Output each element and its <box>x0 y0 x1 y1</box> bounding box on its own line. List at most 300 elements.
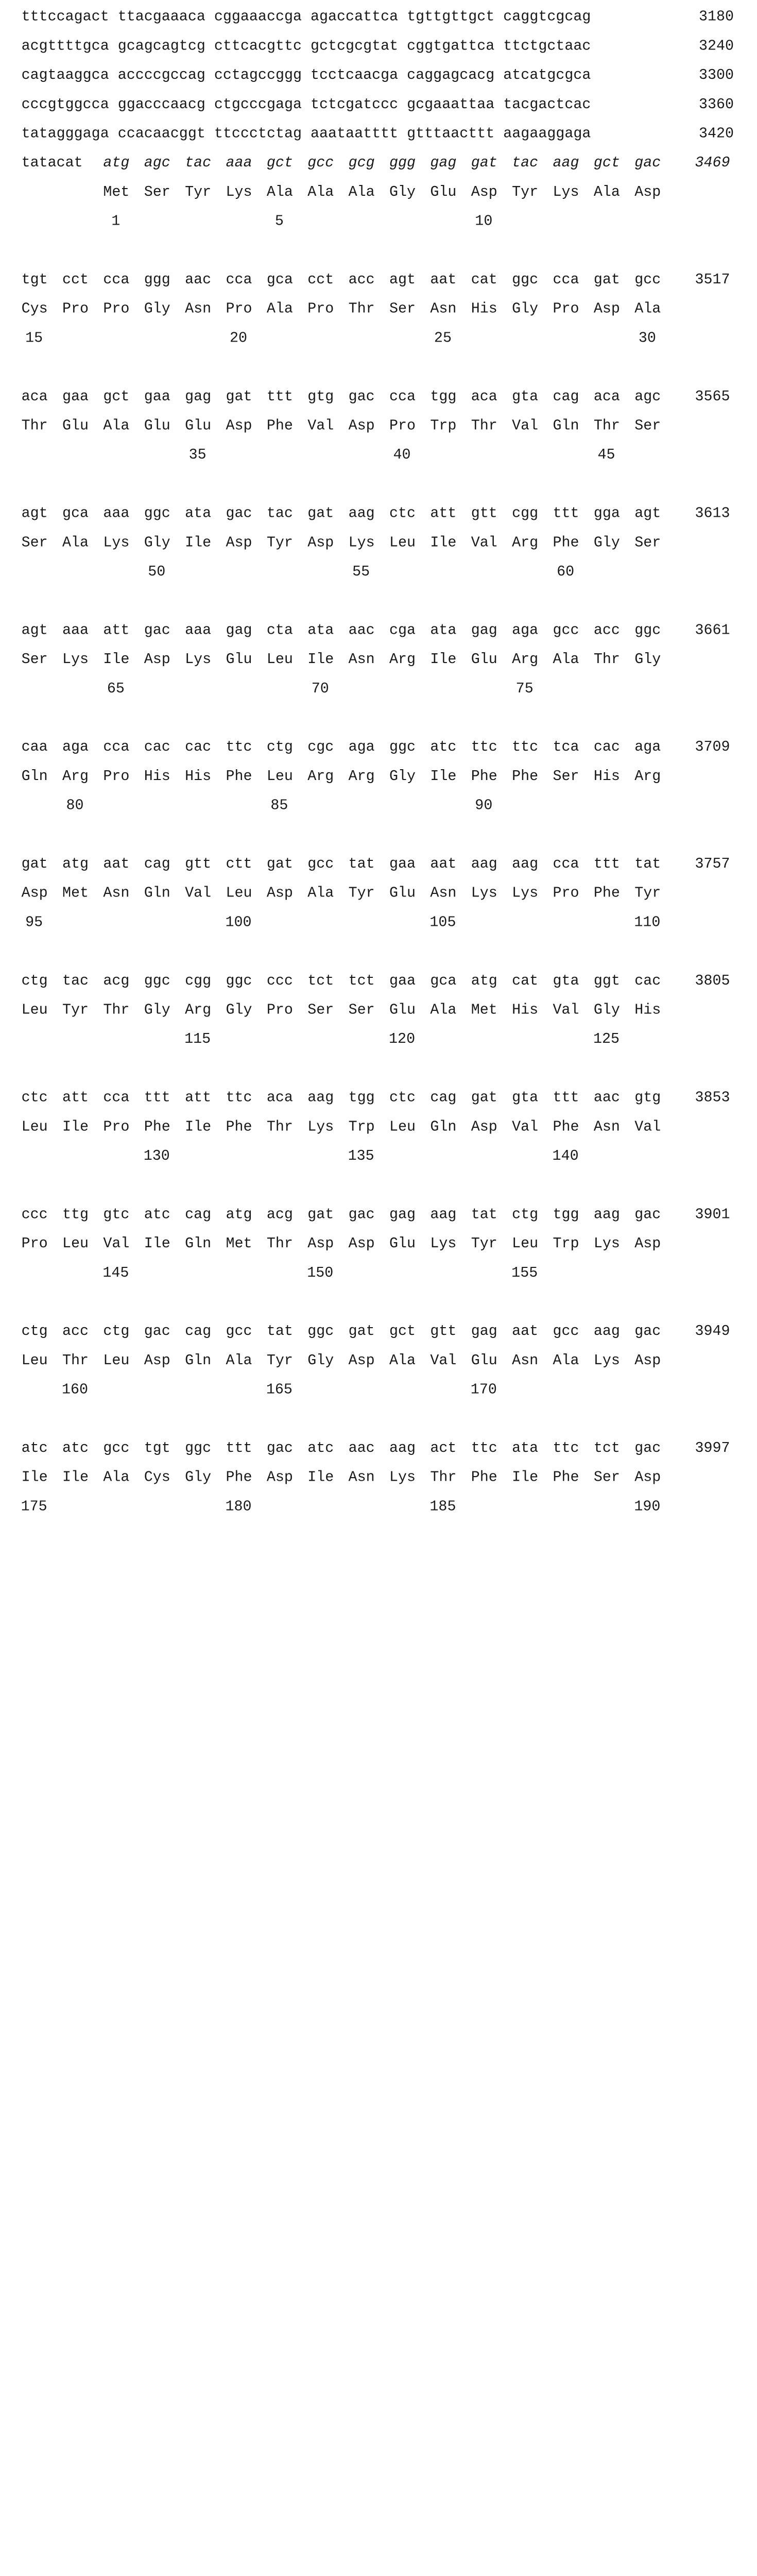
codon: acc <box>593 622 620 639</box>
codon: att <box>430 505 457 522</box>
codon: gag <box>185 388 212 405</box>
amino-acid: Gly <box>185 1469 212 1486</box>
residue-position: 35 <box>188 447 207 464</box>
codon: ctg <box>21 973 48 990</box>
amino-acid: Ser <box>307 1002 334 1019</box>
codon: gac <box>634 155 661 172</box>
amino-acid: Gly <box>634 651 661 668</box>
amino-acid: Arg <box>389 651 416 668</box>
amino-acid: Val <box>512 1118 539 1136</box>
residue-position: 10 <box>475 213 493 230</box>
amino-acid: Trp <box>348 1118 375 1136</box>
codon: aaa <box>185 622 212 639</box>
amino-acid: Gln <box>430 1118 457 1136</box>
codon: gcg <box>348 155 375 172</box>
amino-acid: Phe <box>144 1118 170 1136</box>
amino-acid: Leu <box>389 1118 416 1136</box>
codon: gaa <box>62 388 89 405</box>
amino-acid: Val <box>103 1235 130 1252</box>
codon: gac <box>144 1323 170 1340</box>
amino-acid: Pro <box>21 1235 48 1252</box>
codon: ctg <box>21 1323 48 1340</box>
amino-acid: Phe <box>553 534 579 551</box>
codon: ttt <box>266 388 293 405</box>
residue-position: 130 <box>143 1148 170 1165</box>
codon: atc <box>430 739 457 756</box>
codon: atg <box>226 1206 252 1223</box>
residue-position: 30 <box>638 330 656 347</box>
codon: cct <box>307 272 334 289</box>
nucleotide-position-number: 3517 <box>695 272 730 289</box>
codon: ggc <box>144 973 170 990</box>
residue-position: 190 <box>634 1498 661 1515</box>
amino-acid: Gly <box>389 184 416 201</box>
codon: ttc <box>471 1440 497 1457</box>
codon: ctg <box>266 739 293 756</box>
codon: tac <box>512 155 539 172</box>
codon: ggc <box>144 505 170 522</box>
amino-acid: Asp <box>471 184 497 201</box>
codon: aaa <box>62 622 89 639</box>
nucleotide-sequence: tttccagact ttacgaaaca cggaaaccga agaccattca tgttgttgct caggtcgcag <box>21 9 591 26</box>
codon: gag <box>430 155 457 172</box>
amino-acid: Lys <box>348 534 375 551</box>
amino-acid: Leu <box>266 651 293 668</box>
codon: acg <box>103 973 130 990</box>
codon: ccc <box>21 1206 48 1223</box>
codon: ggc <box>634 622 661 639</box>
amino-acid: Gly <box>226 1002 252 1019</box>
codon: aat <box>512 1323 539 1340</box>
codon: ctg <box>512 1206 539 1223</box>
residue-position: 170 <box>470 1381 497 1399</box>
codon: ttc <box>553 1440 579 1457</box>
codon: tgt <box>144 1440 170 1457</box>
amino-acid: Met <box>226 1235 252 1252</box>
amino-acid: Ala <box>593 184 620 201</box>
residue-position: 90 <box>475 797 493 815</box>
amino-acid: Asp <box>348 1235 375 1252</box>
amino-acid: Pro <box>103 301 130 318</box>
amino-acid: Asp <box>471 1118 497 1136</box>
codon: aac <box>348 622 375 639</box>
codon: atc <box>307 1440 334 1457</box>
codon: aaa <box>226 155 252 172</box>
amino-acid: Asp <box>266 885 293 902</box>
amino-acid: Ala <box>307 184 334 201</box>
codon: gag <box>389 1206 416 1223</box>
codon: acc <box>62 1323 89 1340</box>
codon: aga <box>634 739 661 756</box>
amino-acid: Pro <box>103 1118 130 1136</box>
amino-acid: Asn <box>348 1469 375 1486</box>
nucleotide-position-number: 3661 <box>695 622 730 639</box>
residue-position: 185 <box>429 1498 456 1515</box>
codon: gta <box>553 973 579 990</box>
codon: tct <box>307 973 334 990</box>
nucleotide-line <box>22 126 742 142</box>
codon: gac <box>144 622 170 639</box>
amino-acid: Lys <box>593 1352 620 1369</box>
codon: cac <box>593 739 620 756</box>
codon: gtc <box>103 1206 130 1223</box>
codon: cag <box>144 856 170 873</box>
residue-position: 175 <box>21 1498 47 1515</box>
codon: cca <box>553 856 579 873</box>
amino-acid: Ala <box>389 1352 416 1369</box>
amino-acid: Leu <box>21 1352 48 1369</box>
codon: tac <box>266 505 293 522</box>
amino-acid: Ala <box>634 301 661 318</box>
residue-position: 160 <box>62 1381 89 1399</box>
amino-acid: Thr <box>21 417 48 434</box>
nucleotide-line <box>22 9 742 25</box>
codon: gtt <box>471 505 497 522</box>
residue-position: 100 <box>225 914 252 931</box>
line-number: 3180 <box>699 9 734 26</box>
codon: tgt <box>21 272 48 289</box>
codon: ccc <box>266 973 293 990</box>
codon: gag <box>226 622 252 639</box>
codon: aca <box>593 388 620 405</box>
amino-acid: Gln <box>553 417 579 434</box>
amino-acid: Asp <box>307 534 334 551</box>
amino-acid: Thr <box>593 417 620 434</box>
amino-acid: Trp <box>430 417 457 434</box>
amino-acid: Ser <box>553 768 579 785</box>
nucleotide-position-number: 3853 <box>695 1089 730 1107</box>
codon: gcc <box>226 1323 252 1340</box>
codon: gcc <box>634 272 661 289</box>
codon: aag <box>389 1440 416 1457</box>
codon: agc <box>144 155 170 172</box>
amino-acid: Lys <box>62 651 89 668</box>
nucleotide-position-number: 3565 <box>695 388 730 405</box>
codon: aat <box>103 856 130 873</box>
nucleotide-position-number: 3805 <box>695 973 730 990</box>
residue-position: 110 <box>634 914 661 931</box>
codon: cct <box>62 272 89 289</box>
codon: ttt <box>226 1440 252 1457</box>
codon: aag <box>593 1206 620 1223</box>
amino-acid: Ala <box>307 885 334 902</box>
codon: atg <box>62 856 89 873</box>
amino-acid: Phe <box>553 1469 579 1486</box>
codon: gat <box>21 856 48 873</box>
codon: cta <box>266 622 293 639</box>
codon: gat <box>266 856 293 873</box>
codon: atc <box>21 1440 48 1457</box>
nucleotide-position-number: 3949 <box>695 1323 730 1340</box>
amino-acid: Asp <box>226 417 252 434</box>
line-number: 3360 <box>699 96 734 113</box>
residue-position: 105 <box>429 914 456 931</box>
amino-acid: His <box>471 301 497 318</box>
amino-acid: Asp <box>348 417 375 434</box>
nucleotide-position-number: 3997 <box>695 1440 730 1457</box>
amino-acid: Thr <box>266 1118 293 1136</box>
amino-acid: Val <box>634 1118 661 1136</box>
codon: att <box>185 1089 212 1107</box>
codon: agt <box>389 272 416 289</box>
amino-acid: Phe <box>512 768 539 785</box>
codon: gac <box>634 1323 661 1340</box>
codon: ttc <box>512 739 539 756</box>
residue-position: 1 <box>111 213 121 230</box>
codon: gat <box>593 272 620 289</box>
amino-acid: His <box>634 1002 661 1019</box>
amino-acid: Arg <box>634 768 661 785</box>
amino-acid: Met <box>471 1002 497 1019</box>
codon: cca <box>103 272 130 289</box>
codon: gca <box>62 505 89 522</box>
amino-acid: Tyr <box>62 1002 89 1019</box>
codon: aag <box>348 505 375 522</box>
codon: ttg <box>62 1206 89 1223</box>
codon: ggt <box>593 973 620 990</box>
amino-acid: Ile <box>430 768 457 785</box>
amino-acid: Pro <box>389 417 416 434</box>
amino-acid: Pro <box>62 301 89 318</box>
codon: gat <box>307 1206 334 1223</box>
amino-acid: Asn <box>430 885 457 902</box>
codon: ggg <box>144 272 170 289</box>
amino-acid: Leu <box>266 768 293 785</box>
codon: cag <box>553 388 579 405</box>
codon: aat <box>430 856 457 873</box>
residue-position: 125 <box>593 1031 620 1048</box>
codon: act <box>430 1440 457 1457</box>
codon: gac <box>348 1206 375 1223</box>
codon: gca <box>430 973 457 990</box>
codon: cac <box>144 739 170 756</box>
residue-position: 115 <box>184 1031 211 1048</box>
amino-acid: Ala <box>430 1002 457 1019</box>
nucleotide-position-number: 3613 <box>695 505 730 522</box>
amino-acid: Asn <box>103 885 130 902</box>
amino-acid: Glu <box>185 417 212 434</box>
codon: gag <box>471 1323 497 1340</box>
codon: gct <box>593 155 620 172</box>
nucleotide-line <box>22 38 742 55</box>
codon: ctc <box>21 1089 48 1107</box>
codon: tat <box>471 1206 497 1223</box>
codon: gct <box>389 1323 416 1340</box>
codon: gtg <box>634 1089 661 1107</box>
amino-acid: Ile <box>185 1118 212 1136</box>
amino-acid: Asn <box>348 651 375 668</box>
amino-acid: Ser <box>593 1469 620 1486</box>
amino-acid: Glu <box>226 651 252 668</box>
amino-acid: Pro <box>266 1002 293 1019</box>
codon: atc <box>144 1206 170 1223</box>
codon: aag <box>471 856 497 873</box>
amino-acid: His <box>144 768 170 785</box>
amino-acid: Ala <box>103 1469 130 1486</box>
codon: gtt <box>430 1323 457 1340</box>
amino-acid: Lys <box>553 184 579 201</box>
amino-acid: Gly <box>144 1002 170 1019</box>
amino-acid: His <box>512 1002 539 1019</box>
codon: gtg <box>307 388 334 405</box>
codon: ttt <box>593 856 620 873</box>
residue-position: 45 <box>597 447 615 464</box>
nucleotide-prefix: tatacat <box>21 155 83 172</box>
amino-acid: Ile <box>21 1469 48 1486</box>
residue-position: 65 <box>107 681 125 698</box>
amino-acid: Lys <box>593 1235 620 1252</box>
nucleotide-line <box>22 96 742 113</box>
codon: gac <box>634 1440 661 1457</box>
amino-acid: His <box>593 768 620 785</box>
line-number: 3300 <box>699 67 734 84</box>
codon: tat <box>634 856 661 873</box>
amino-acid: Phe <box>226 1118 252 1136</box>
residue-position: 85 <box>270 797 288 815</box>
amino-acid: Tyr <box>266 1352 293 1369</box>
residue-position: 40 <box>393 447 411 464</box>
amino-acid: Thr <box>430 1469 457 1486</box>
codon: cat <box>471 272 497 289</box>
codon: aag <box>512 856 539 873</box>
codon: cca <box>103 739 130 756</box>
amino-acid: Ile <box>144 1235 170 1252</box>
codon: aag <box>593 1323 620 1340</box>
codon: gac <box>634 1206 661 1223</box>
amino-acid: Leu <box>389 534 416 551</box>
codon: gtt <box>185 856 212 873</box>
codon: cga <box>389 622 416 639</box>
codon: gct <box>103 388 130 405</box>
codon: aca <box>266 1089 293 1107</box>
amino-acid: Ile <box>62 1118 89 1136</box>
amino-acid: Ile <box>430 534 457 551</box>
codon: atc <box>62 1440 89 1457</box>
amino-acid: Thr <box>471 417 497 434</box>
nucleotide-position-number: 3469 <box>695 155 730 172</box>
amino-acid: Lys <box>307 1118 334 1136</box>
amino-acid: Arg <box>348 768 375 785</box>
codon: cca <box>226 272 252 289</box>
amino-acid: Tyr <box>634 885 661 902</box>
codon: gta <box>512 388 539 405</box>
codon: cgg <box>185 973 212 990</box>
amino-acid: Phe <box>226 1469 252 1486</box>
residue-position: 95 <box>25 914 43 931</box>
amino-acid: Ser <box>634 417 661 434</box>
codon: cca <box>553 272 579 289</box>
codon: ggc <box>512 272 539 289</box>
amino-acid: Asp <box>634 1469 661 1486</box>
amino-acid: Asp <box>226 534 252 551</box>
amino-acid: Gln <box>144 885 170 902</box>
amino-acid: Lys <box>185 651 212 668</box>
amino-acid: Cys <box>144 1469 170 1486</box>
amino-acid: Glu <box>389 885 416 902</box>
codon: att <box>62 1089 89 1107</box>
residue-position: 15 <box>25 330 43 347</box>
amino-acid: Tyr <box>471 1235 497 1252</box>
amino-acid: Phe <box>471 1469 497 1486</box>
codon: tgg <box>553 1206 579 1223</box>
amino-acid: Lys <box>389 1469 416 1486</box>
amino-acid: Asp <box>348 1352 375 1369</box>
nucleotide-sequence: cccgtggcca ggacccaacg ctgcccgaga tctcgatccc gcgaaattaa tacgactcac <box>21 96 591 113</box>
amino-acid: Ile <box>103 651 130 668</box>
residue-position: 25 <box>434 330 452 347</box>
amino-acid: Ile <box>307 1469 334 1486</box>
amino-acid: Asn <box>185 301 212 318</box>
codon: aga <box>512 622 539 639</box>
amino-acid: Ser <box>634 534 661 551</box>
codon: ata <box>185 505 212 522</box>
amino-acid: Phe <box>553 1118 579 1136</box>
codon: cgc <box>307 739 334 756</box>
amino-acid: Leu <box>512 1235 539 1252</box>
amino-acid: Asn <box>430 301 457 318</box>
amino-acid: Lys <box>471 885 497 902</box>
amino-acid: Ile <box>62 1469 89 1486</box>
amino-acid: Pro <box>553 885 579 902</box>
amino-acid: Ser <box>144 184 170 201</box>
amino-acid: Phe <box>471 768 497 785</box>
codon: att <box>103 622 130 639</box>
codon: gct <box>266 155 293 172</box>
codon: aga <box>348 739 375 756</box>
amino-acid: Ile <box>307 651 334 668</box>
residue-position: 120 <box>389 1031 416 1048</box>
amino-acid: Asp <box>634 1235 661 1252</box>
amino-acid: Ala <box>103 417 130 434</box>
codon: agt <box>634 505 661 522</box>
amino-acid: Asn <box>512 1352 539 1369</box>
amino-acid: Asp <box>266 1469 293 1486</box>
codon: gat <box>226 388 252 405</box>
amino-acid: Ala <box>226 1352 252 1369</box>
line-number: 3420 <box>699 125 734 142</box>
amino-acid: Thr <box>266 1235 293 1252</box>
codon: gcc <box>307 856 334 873</box>
codon: ctc <box>389 505 416 522</box>
amino-acid: Tyr <box>266 534 293 551</box>
codon: gaa <box>144 388 170 405</box>
codon: caa <box>21 739 48 756</box>
amino-acid: Ala <box>553 1352 579 1369</box>
residue-position: 140 <box>552 1148 579 1165</box>
amino-acid: Ala <box>266 301 293 318</box>
codon: gaa <box>389 973 416 990</box>
amino-acid: Asp <box>634 1352 661 1369</box>
amino-acid: Thr <box>62 1352 89 1369</box>
codon: cgg <box>512 505 539 522</box>
codon: aca <box>21 388 48 405</box>
amino-acid: Asp <box>144 651 170 668</box>
amino-acid: Val <box>553 1002 579 1019</box>
amino-acid: Asp <box>593 301 620 318</box>
codon: ggc <box>307 1323 334 1340</box>
codon: tat <box>266 1323 293 1340</box>
nucleotide-position-number: 3709 <box>695 739 730 756</box>
amino-acid: Ile <box>430 651 457 668</box>
residue-position: 70 <box>311 681 329 698</box>
residue-position: 135 <box>348 1148 374 1165</box>
amino-acid: Arg <box>307 768 334 785</box>
codon: ttt <box>144 1089 170 1107</box>
codon: cca <box>103 1089 130 1107</box>
amino-acid: Pro <box>307 301 334 318</box>
codon: ctg <box>103 1323 130 1340</box>
amino-acid: Arg <box>185 1002 212 1019</box>
